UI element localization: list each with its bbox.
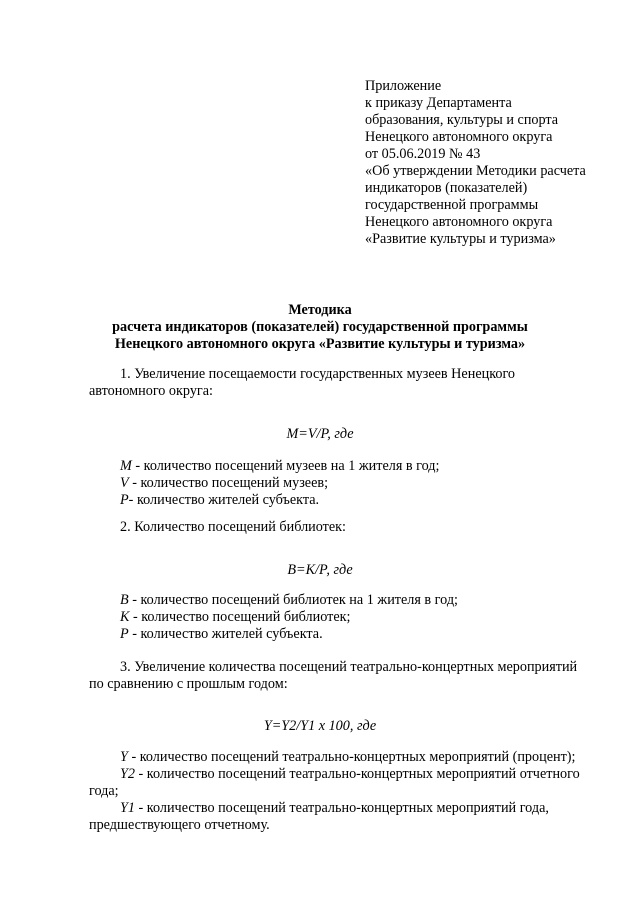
- heading-line: [89, 366, 599, 383]
- definition-text: - количество жителей субъекта.: [128, 492, 320, 508]
- definition-symbol: Y1: [120, 800, 135, 816]
- title-line: расчета индикаторов (показателей) государственной программы: [112, 319, 528, 335]
- title-line: Ненецкого автономного округа «Развитие культуры и туризма»: [114, 336, 526, 352]
- definition-symbol: Р: [120, 626, 129, 642]
- heading-line: по сравнению с прошлым годом:: [89, 676, 288, 692]
- appendix-line: Приложение: [365, 78, 442, 94]
- section-2-heading: 2. Количество посещений библиотек:: [120, 519, 346, 535]
- appendix-line: Ненецкого автономного округа: [365, 214, 553, 230]
- definition-text: - количество посещений музеев на 1 жителя в год;: [131, 458, 440, 474]
- heading-text: 3. Увеличение количества посещений театрально-концертных мероприятий: [120, 659, 578, 675]
- definition-item: [120, 492, 439, 509]
- section-1-formula: М=V/P, где: [286, 426, 354, 442]
- document-title: [0, 302, 640, 353]
- definition-item: [89, 749, 599, 766]
- section-2-definitions: [120, 592, 458, 643]
- appendix-line: образования, культуры и спорта: [365, 112, 559, 128]
- definition-symbol: М: [120, 458, 132, 474]
- definition-item: [120, 592, 458, 609]
- definition-symbol: К: [120, 609, 130, 625]
- definition-item: [89, 800, 599, 817]
- section-1-definitions: [120, 458, 439, 509]
- definition-symbol: В: [120, 592, 129, 608]
- definition-symbol: Y2: [120, 766, 135, 782]
- appendix-header: [365, 78, 586, 248]
- appendix-line: индикаторов (показателей): [365, 180, 528, 196]
- section-2-formula: В=К/Р, где: [287, 562, 353, 578]
- title-line: Методика: [288, 302, 352, 318]
- definition-item: [120, 458, 439, 475]
- definition-item: [120, 609, 458, 626]
- appendix-line: от 05.06.2019 № 43: [365, 146, 481, 162]
- appendix-line: к приказу Департамента: [365, 95, 512, 111]
- definition-text: - количество посещений театрально-концертных мероприятий года,: [134, 800, 549, 816]
- definition-item: [120, 626, 458, 643]
- definition-item: [89, 766, 599, 783]
- definition-text: - количество посещений библиотек на 1 жителя в год;: [128, 592, 458, 608]
- section-3-heading: [89, 659, 599, 693]
- definition-symbol: V: [120, 475, 129, 491]
- definition-text: - количество жителей субъекта.: [128, 626, 323, 642]
- definition-text: - количество посещений музеев;: [128, 475, 329, 491]
- definition-text: - количество посещений театрально-концертных мероприятий (процент);: [127, 749, 576, 765]
- appendix-line: «Об утверждении Методики расчета: [365, 163, 586, 179]
- definition-text: - количество посещений театрально-концертных мероприятий отчетного: [134, 766, 580, 782]
- appendix-line: государственной программы: [365, 197, 539, 213]
- heading-line: автономного округа:: [89, 383, 213, 399]
- section-3-definitions: [89, 749, 599, 834]
- definition-text: - количество посещений библиотек;: [129, 609, 351, 625]
- appendix-line: Ненецкого автономного округа: [365, 129, 553, 145]
- definition-item: [120, 475, 439, 492]
- section-3-formula: Y=Y2/Y1 х 100, где: [263, 718, 377, 734]
- definition-continuation: года;: [89, 783, 119, 799]
- definition-symbol: Y: [120, 749, 128, 765]
- definition-continuation: предшествующего отчетному.: [89, 817, 270, 833]
- definition-symbol: Р: [120, 492, 129, 508]
- heading-text: 1. Увеличение посещаемости государственных музеев Ненецкого: [120, 366, 516, 382]
- heading-line: [89, 659, 599, 676]
- section-1-heading: [89, 366, 599, 400]
- appendix-line: «Развитие культуры и туризма»: [365, 231, 556, 247]
